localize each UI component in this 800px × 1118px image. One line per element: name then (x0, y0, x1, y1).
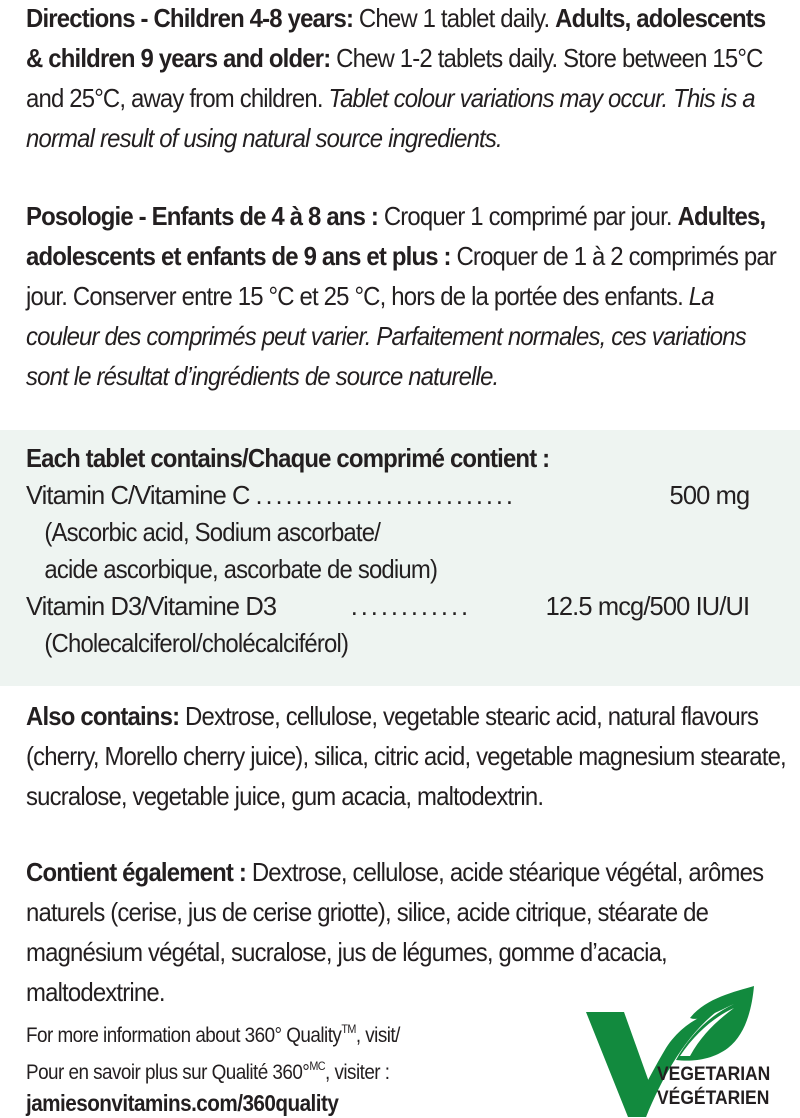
footnote-text: For more information about 360° Quality (26, 1024, 342, 1047)
vegetarian-badge-label (657, 1063, 770, 1111)
directions-adults-text: Chew 1-2 tablets daily. Store between 15°C and 25°C, away from children. (26, 43, 763, 113)
directions-adults-label: Adults, adolescents & children 9 years and older: (26, 3, 766, 73)
ingredient-amount: 500 mg (669, 480, 750, 510)
quality-footnote (26, 1014, 566, 1118)
footnote-text: , visit/ (355, 1024, 400, 1047)
also-contains-text: Dextrose, cellulose, vegetable stearic acid, natural flavours (cherry, Morello cherry juice), silica, citric acid, vegetable magnesium stearate, sucralose, vegetable juice, gum acacia, maltodextrin. (26, 701, 786, 811)
ingredient-name: Vitamin D3/Vitamine D3 (26, 591, 277, 621)
contient-egalement-label: Contient également : (26, 857, 247, 887)
vegetarian-english: VEGETARIAN (657, 1064, 771, 1085)
directions-children-text: Chew 1 tablet daily. (353, 3, 556, 33)
posologie-adults-text: Croquer de 1 à 2 comprimés par jour. Conserver entre 15 °C et 25 °C, hors de la portée des enfants. (26, 241, 776, 311)
leader-dots: ............ (350, 591, 471, 621)
ingredients-heading: Each tablet contains/Chaque comprimé contient : (26, 443, 550, 473)
ingredient-row (26, 588, 749, 625)
quality-url[interactable]: jamiesonvitamins.com/360quality (26, 1090, 339, 1116)
posologie-colour-note: La couleur des comprimés peut varier. Parfaitement normales, ces variations sont le résultat d’ingrédients de source naturelle. (26, 281, 746, 391)
directions-colour-note: Tablet colour variations may occur. This is a normal result of using natural source ingredients. (26, 83, 755, 153)
vegetarian-french: VÉGÉTARIEN (657, 1088, 770, 1109)
ingredient-source: (Cholecalciferol/cholécalciférol) (44, 628, 349, 658)
posologie-children-label: Enfants de 4 à 8 ans : (151, 201, 379, 231)
ingredient-source: acide ascorbique, ascorbate de sodium) (44, 554, 438, 584)
directions-english (26, 0, 786, 158)
trademark-mark: MC (309, 1059, 326, 1073)
posologie-children-text: Croquer 1 comprimé par jour. (378, 201, 678, 231)
directions-french (26, 196, 786, 396)
footnote-text: , visiter : (325, 1061, 390, 1084)
trademark-mark: TM (341, 1022, 356, 1036)
posologie-label: Posologie - (26, 201, 152, 231)
directions-label: Directions - (26, 3, 154, 33)
ingredient-amount: 12.5 mcg/500 IU/UI (545, 591, 750, 621)
directions-children-label: Children 4-8 years: (153, 3, 354, 33)
leader-dots: .......................... (255, 480, 516, 510)
non-medicinal-ingredients-english (26, 696, 786, 816)
medicinal-ingredients (26, 440, 786, 662)
also-contains-label: Also contains: (26, 701, 180, 731)
ingredient-row (26, 477, 749, 514)
footnote-text: Pour en savoir plus sur Qualité 360° (26, 1061, 310, 1084)
ingredient-source: (Ascorbic acid, Sodium ascorbate/ (44, 517, 381, 547)
posologie-adults-label: Adultes, adolescents et enfants de 9 ans et plus : (26, 201, 766, 271)
footnote-line-french (26, 1051, 566, 1088)
footnote-line-english (26, 1014, 566, 1051)
ingredient-name: Vitamin C/Vitamine C (26, 480, 250, 510)
contient-egalement-text: Dextrose, cellulose, acide stéarique végétal, arômes naturels (cerise, jus de cerise griotte), silice, acide citrique, stéarate de magnésium végétal, sucralose, jus de légumes, gomme d’acacia, maltodextrine. (26, 857, 764, 1007)
